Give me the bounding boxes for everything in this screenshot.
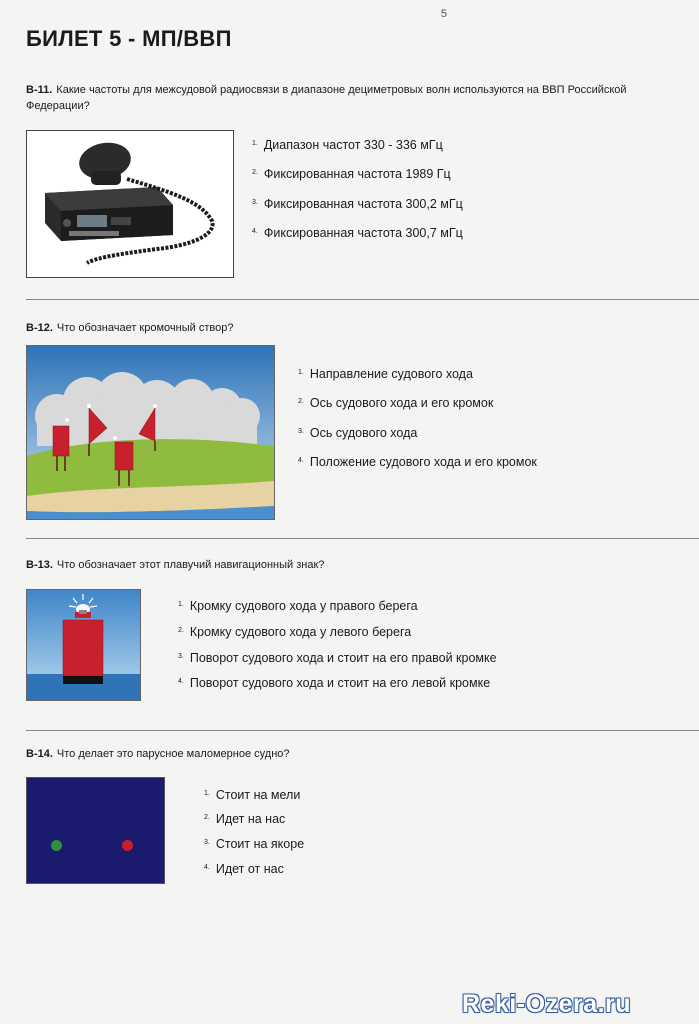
answer-number: 3. [298, 428, 304, 435]
answer-number: 4. [298, 457, 304, 464]
answer-b13-1[interactable] [178, 599, 418, 613]
question-text: Какие частоты для межсудовой радиосвязи в диапазоне дециметровых волн используются на ВВП Российской Федерации? [26, 84, 627, 112]
answer-text: Положение судового хода и его кромок [309, 455, 537, 469]
answer-b14-3[interactable] [204, 837, 304, 851]
answer-b14-1[interactable] [204, 788, 300, 802]
answer-text: Диапазон частот 330 - 336 мГц [263, 138, 443, 152]
answer-b13-4[interactable] [178, 676, 490, 690]
answer-number: 2. [252, 169, 258, 176]
answer-number: 2. [178, 627, 184, 634]
answer-b12-2[interactable] [298, 396, 493, 410]
page-title: БИЛЕТ 5 - МП/ВВП [26, 26, 232, 51]
answer-text: Идет от нас [215, 862, 284, 876]
radio-transceiver-icon [27, 131, 233, 277]
question-b14 [26, 746, 677, 762]
page-number: 5 [440, 8, 447, 20]
answer-b12-4[interactable] [298, 455, 537, 469]
answer-b14-2[interactable] [204, 812, 285, 826]
answer-number: 3. [178, 653, 184, 660]
question-number: В-11. [26, 84, 53, 96]
edge-range-marks-image [26, 345, 275, 520]
answer-text: Ось судового хода и его кромок [309, 396, 494, 410]
question-b13 [26, 557, 677, 573]
answer-b11-1[interactable] [252, 138, 443, 152]
green-light-icon [51, 840, 62, 851]
divider [26, 299, 699, 300]
red-light-icon [122, 840, 133, 851]
divider [26, 538, 699, 539]
answer-text: Стоит на мели [215, 788, 301, 802]
answer-b13-3[interactable] [178, 651, 497, 665]
answer-text: Кромку судового хода у правого берега [189, 599, 418, 613]
answer-text: Кромку судового хода у левого берега [189, 625, 412, 639]
answer-b11-2[interactable] [252, 167, 451, 181]
divider [26, 730, 699, 731]
answer-number: 1. [178, 601, 184, 608]
answer-text: Стоит на якоре [215, 837, 305, 851]
buoy-icon [27, 590, 140, 700]
answer-number: 4. [204, 864, 210, 871]
watermark: Reki-Ozera.ru [462, 990, 632, 1018]
question-number: В-14. [26, 748, 53, 760]
answer-text: Фиксированная частота 300,2 мГц [263, 197, 463, 211]
answer-number: 1. [204, 790, 210, 797]
question-text: Что обозначает этот плавучий навигационный знак? [56, 559, 325, 571]
answer-number: 4. [178, 678, 184, 685]
answer-text: Фиксированная частота 1989 Гц [263, 167, 451, 181]
question-number: В-13. [26, 559, 53, 571]
range-marks-scene-icon [27, 346, 274, 519]
answer-text: Направление судового хода [309, 367, 473, 381]
answer-number: 3. [204, 839, 210, 846]
radio-transceiver-image [26, 130, 234, 278]
answer-text: Поворот судового хода и стоит на его правой кромке [189, 651, 497, 665]
answer-number: 2. [298, 398, 304, 405]
answer-number: 1. [298, 369, 304, 376]
answer-text: Поворот судового хода и стоит на его левой кромке [189, 676, 491, 690]
answer-text: Идет на нас [215, 812, 286, 826]
question-b11 [26, 82, 677, 114]
answer-b14-4[interactable] [204, 862, 284, 876]
answer-number: 2. [204, 814, 210, 821]
answer-text: Ось судового хода [309, 426, 418, 440]
answer-number: 1. [252, 140, 258, 147]
question-number: В-12. [26, 322, 53, 334]
answer-number: 4. [252, 228, 258, 235]
answer-b12-3[interactable] [298, 426, 417, 440]
question-text: Что делает это парусное маломерное судно? [56, 748, 290, 760]
question-b12 [26, 320, 677, 336]
answer-b12-1[interactable] [298, 367, 473, 381]
answer-b11-4[interactable] [252, 226, 463, 240]
answer-b13-2[interactable] [178, 625, 411, 639]
answer-number: 3. [252, 199, 258, 206]
answer-b11-3[interactable] [252, 197, 463, 211]
answer-text: Фиксированная частота 300,7 мГц [263, 226, 463, 240]
night-lights-image [26, 777, 165, 884]
question-text: Что обозначает кромочный створ? [56, 322, 234, 334]
red-buoy-image [26, 589, 141, 701]
